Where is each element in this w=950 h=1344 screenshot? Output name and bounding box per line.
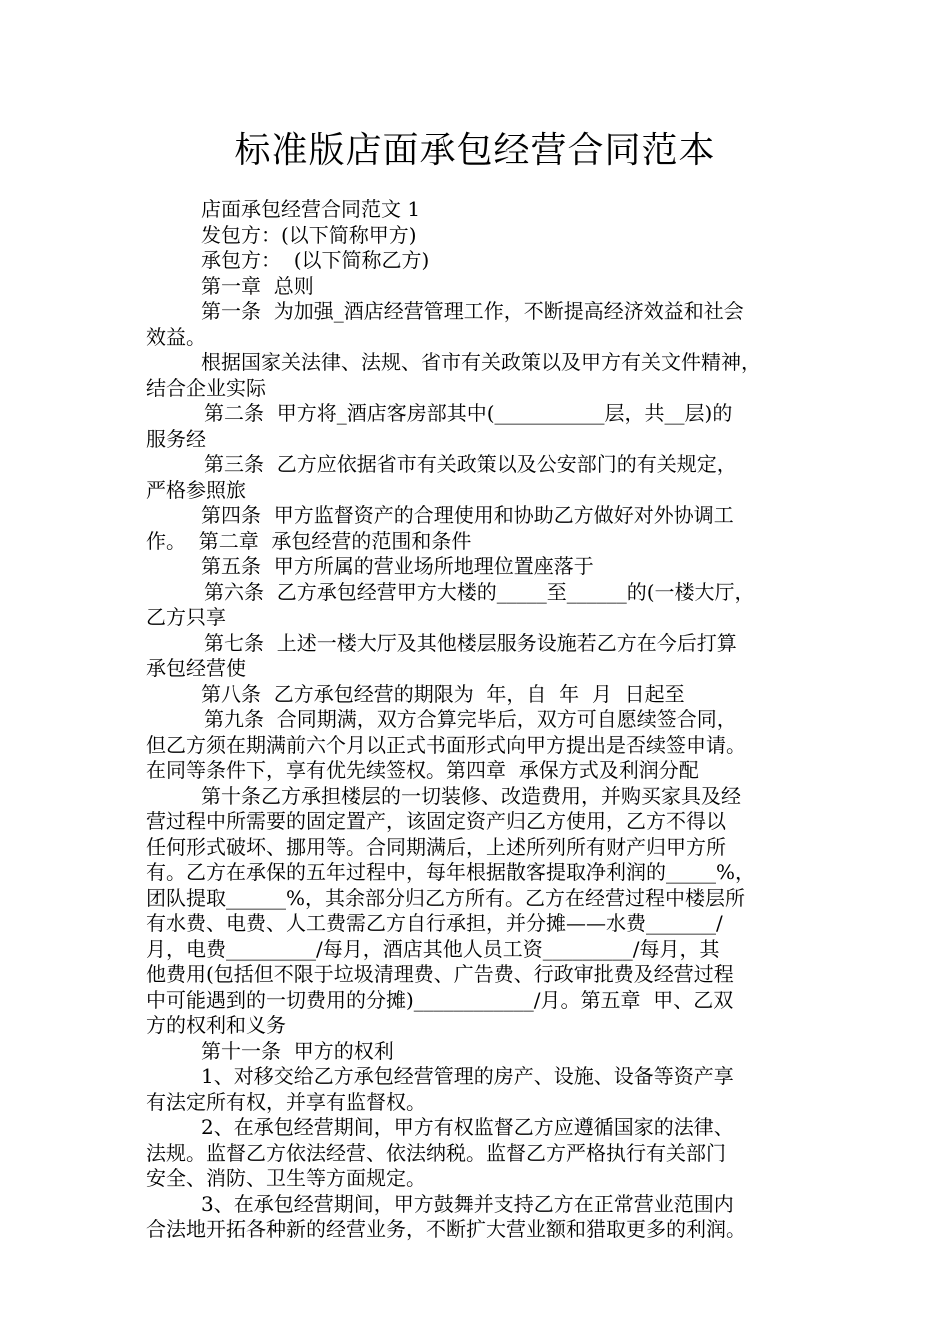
paragraph-line: 月，电费_________/每月，酒店其他人员工资_________/每月，其 xyxy=(146,936,720,961)
paragraph-line: 服务经 xyxy=(146,426,206,451)
paragraph-line: 严格参照旅 xyxy=(146,477,246,502)
paragraph-line: 发包方：(以下简称甲方) xyxy=(201,222,417,247)
paragraph-line: 第三条 乙方应依据省市有关政策以及公安部门的有关规定， xyxy=(204,452,737,476)
paragraph-line: 中可能遇到的一切费用的分摊)____________/月。第五章 甲、乙双 xyxy=(146,987,734,1012)
paragraph-line: 第二条 甲方将_酒店客房部其中(___________层，共__层)的 xyxy=(204,401,733,425)
paragraph-line: 第十一条 甲方的权利 xyxy=(201,1038,394,1063)
paragraph-line: 承包方： (以下简称乙方) xyxy=(201,248,430,272)
paragraph-line: 第八条 乙方承包经营的期限为 年，自 年 月 日起至 xyxy=(201,681,685,706)
paragraph-line: 合法地开拓各种新的经营业务，不断扩大营业额和猎取更多的利润。 xyxy=(146,1217,746,1241)
paragraph-line: 第五条 甲方所属的营业场所地理位置座落于 xyxy=(201,554,594,578)
paragraph-line: 他费用(包括但不限于垃圾清理费、广告费、行政审批费及经营过程 xyxy=(146,962,734,986)
paragraph-line: 结合企业实际 xyxy=(146,375,266,400)
paragraph-line: 第十条乙方承担楼层的一切装修、改造费用，并购买家具及经 xyxy=(201,783,741,808)
paragraph-line: 效益。 xyxy=(146,324,206,349)
paragraph-line: 店面承包经营合同范文 1 xyxy=(201,197,421,221)
paragraph-line: 安全、消防、卫生等方面规定。 xyxy=(146,1166,426,1190)
paragraph-line: 作。 第二章 承包经营的范围和条件 xyxy=(146,528,472,553)
paragraph-line: 1、对移交给乙方承包经营管理的房产、设施、设备等资产享 xyxy=(201,1064,734,1088)
paragraph-line: 3、在承包经营期间，甲方鼓舞并支持乙方在正常营业范围内 xyxy=(201,1191,734,1216)
paragraph-line: 团队提取______%，其余部分归乙方所有。乙方在经营过程中楼层所 xyxy=(146,885,746,910)
paragraph-line: 但乙方须在期满前六个月以正式书面形式向甲方提出是否续签申请。 xyxy=(146,732,746,757)
document-title: 标准版店面承包经营合同范本 xyxy=(234,130,716,171)
paragraph-line: 任何形式破坏、挪用等。合同期满后，上述所列所有财产归甲方所 xyxy=(146,834,726,859)
paragraph-line: 法规。监督乙方依法经营、依法纳税。监督乙方严格执行有关部门 xyxy=(146,1140,726,1165)
document-body xyxy=(146,197,814,1243)
paragraph-line: 乙方只享 xyxy=(146,605,226,629)
paragraph-line: 有法定所有权，并享有监督权。 xyxy=(146,1089,426,1114)
paragraph-line: 有水费、电费、人工费需乙方自行承担，并分摊——水费_______/ xyxy=(146,911,723,935)
paragraph-line: 方的权利和义务 xyxy=(146,1013,286,1037)
paragraph-line: 第一条 为加强_酒店经营管理工作，不断提高经济效益和社会 xyxy=(201,299,744,323)
paragraph-line: 第四条 甲方监督资产的合理使用和协助乙方做好对外协调工 xyxy=(201,503,734,527)
paragraph-line: 承包经营使 xyxy=(146,656,246,680)
paragraph-line: 有。乙方在承保的五年过程中，每年根据散客提取净利润的_____%， xyxy=(146,860,756,884)
paragraph-line: 2、在承包经营期间，甲方有权监督乙方应遵循国家的法律、 xyxy=(201,1115,734,1139)
paragraph-line: 第六条 乙方承包经营甲方大楼的_____至______的(一楼大厅， xyxy=(204,579,755,604)
paragraph-line: 第七条 上述一楼大厅及其他楼层服务设施若乙方在今后打算 xyxy=(204,630,737,655)
paragraph-line: 营过程中所需要的固定置产，该固定资产归乙方使用，乙方不得以 xyxy=(146,809,726,833)
paragraph-line: 第九条 合同期满，双方合算完毕后，双方可自愿续签合同， xyxy=(204,707,737,731)
paragraph-line: 第一章 总则 xyxy=(201,273,314,298)
paragraph-line: 根据国家关法律、法规、省市有关政策以及甲方有关文件精神， xyxy=(201,350,761,374)
paragraph-line: 在同等条件下，享有优先续签权。第四章 承保方式及利润分配 xyxy=(146,758,699,782)
